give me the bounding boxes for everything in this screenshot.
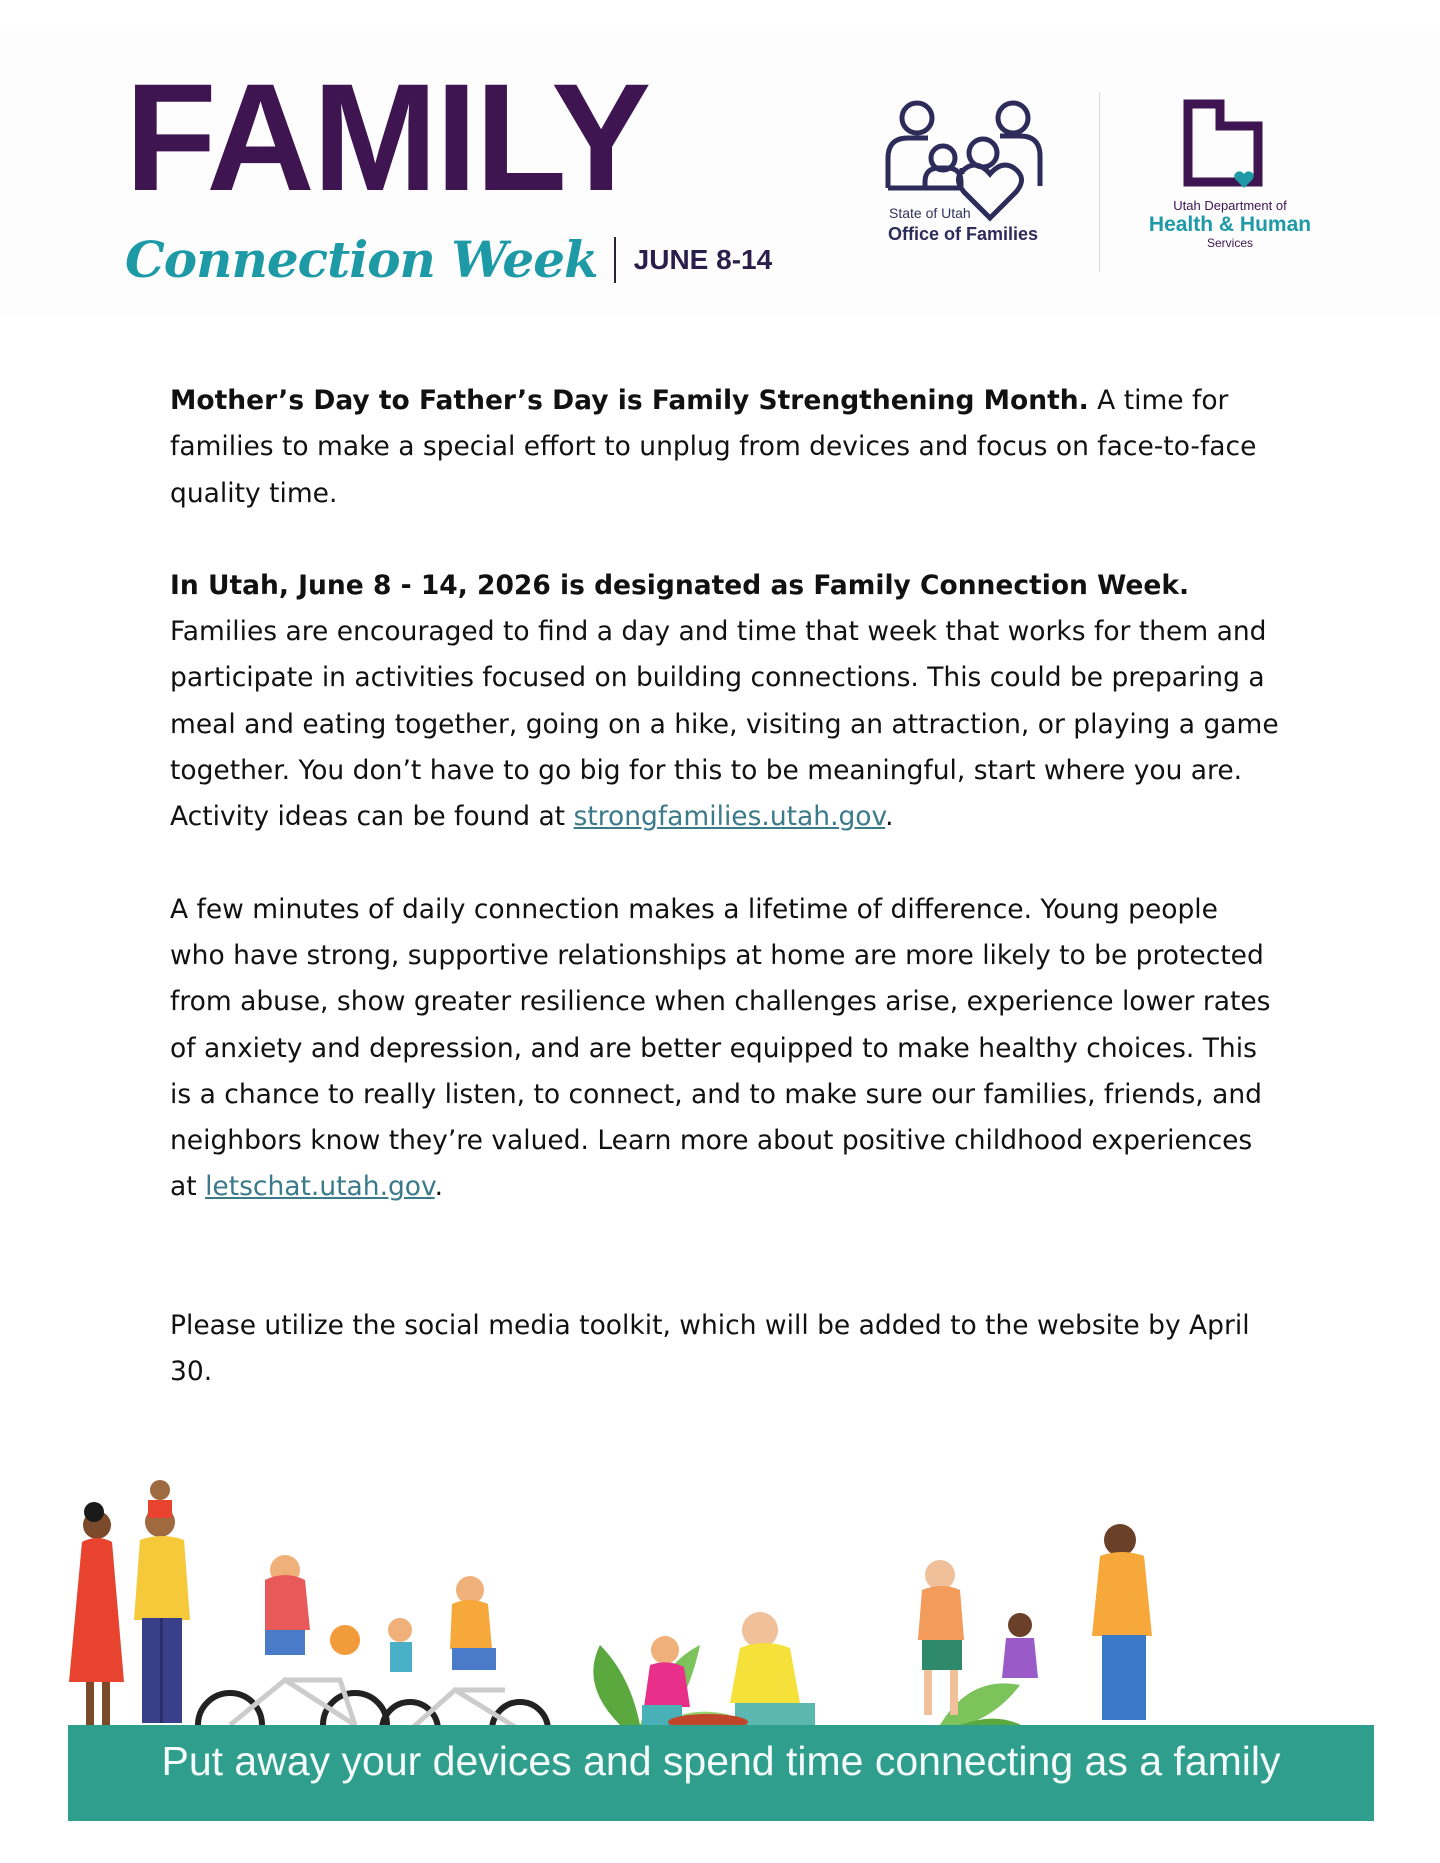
paragraph-strengthening-month (170, 378, 1280, 517)
logo-subtitle-row (125, 230, 772, 289)
footer-banner-text: Put away your devices and spend time connecting as a family (161, 1738, 1281, 1784)
logo-title: FAMILY (125, 51, 650, 223)
gardening-pair (642, 1612, 815, 1730)
period: . (434, 1171, 444, 1203)
paragraph-2-text: Families are encouraged to find a day and time that week that works for them and participate in activities focused on building connections. This could be preparing a meal and eating together, going on a hike, visiting an attraction, or playing a game together. You don’t have to go big for this to be meaningful, start where you are. Activity ideas can be found at (170, 616, 1279, 833)
dhhs-logo-line2: Health & Human (1148, 213, 1312, 236)
couple-with-child (69, 1480, 190, 1727)
date-range: JUNE 8-14 (633, 243, 773, 275)
strongfamilies-link[interactable]: strongfamilies.utah.gov (573, 801, 886, 833)
office-logo-line2: Office of Families (888, 224, 1039, 244)
office-logo-line1: State of Utah (889, 205, 971, 221)
paragraph-toolkit: Please utilize the social media toolkit, which will be added to the website by April 30. (170, 1309, 1250, 1388)
letschat-link[interactable]: letschat.utah.gov (205, 1171, 435, 1203)
period: . (885, 801, 894, 833)
paragraph-connection-week (170, 563, 1280, 841)
paragraph-3-text: A few minutes of daily connection makes a lifetime of difference. Young people who have strong, supportive relationships at home are more likely to be protected from abuse, show greater resilience when challenges arise, experience lower rates of anxiety and depression, and are better equipped to make healthy choices. This is a chance to really listen, to connect, and to make sure our families, friends, and neighbors know they’re valued. Learn more about positive childhood experiences at (170, 893, 1271, 1203)
utah-state-outline-icon (1180, 98, 1268, 194)
logo-divider (614, 237, 616, 283)
paragraph-2-bold: In Utah, June 8 - 14, 2026 is designated as Family Connection Week. (170, 569, 1190, 601)
skating-family (918, 1524, 1152, 1720)
dhhs-logo-line1: Utah Department of (1173, 198, 1287, 213)
dhhs-logo-line3: Services (1206, 236, 1253, 250)
logo-subtitle: Connection Week (125, 230, 598, 289)
body-text (170, 378, 1280, 1395)
logo-divider-line (1099, 92, 1100, 272)
paragraph-1-bold: Mother’s Day to Father’s Day is Family Strengthening Month. (170, 385, 1089, 416)
paragraph-1-text: A time for families to make a special effort to unplug from devices and focus on face-to-face quality time. (170, 385, 1257, 509)
family-connection-week-logo (125, 51, 773, 289)
paragraph-daily-connection (170, 887, 1280, 1211)
